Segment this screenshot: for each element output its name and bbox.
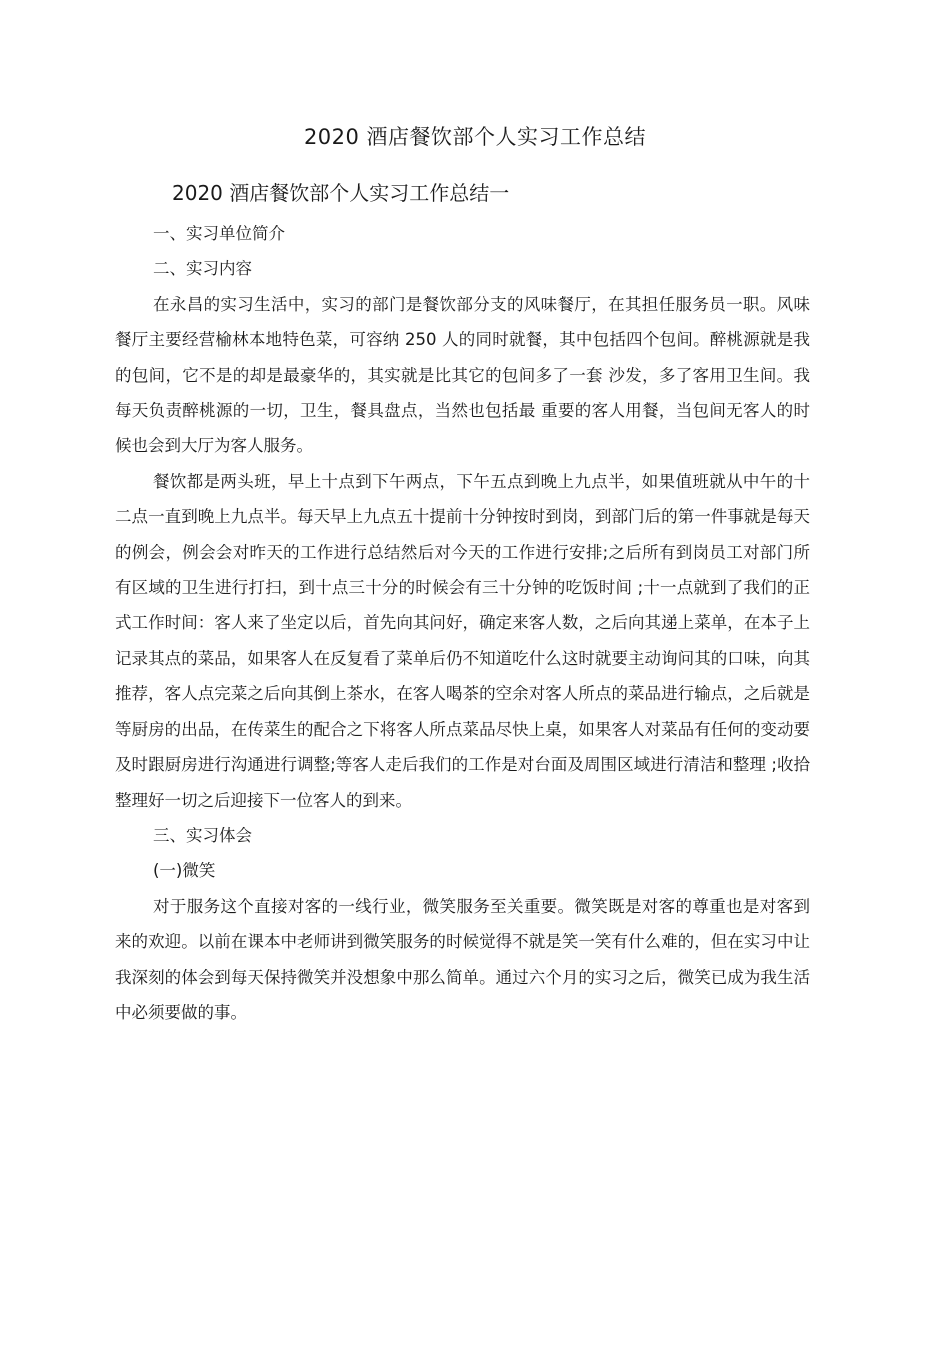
section-heading-unit-intro: 一、实习单位简介 (153, 224, 285, 243)
document-body (115, 216, 810, 1030)
subsection-heading-smile: (一)微笑 (153, 861, 216, 881)
document-subtitle: 2020 酒店餐饮部个人实习工作总结一 (172, 181, 510, 205)
section-heading-experience: 三、实习体会 (153, 825, 252, 845)
paragraph-schedule: 餐饮都是两头班，早上十点到下午两点，下午五点到晚上九点半，如果值班就从中午的十二点一直到晚上九点半。每天早上九点五十提前十分钟按时到岗，到部门后的第一件事就是每天的例会，例会会对昨天的工作进行总结然后对今天的工作进行安排;之后所有到岗员工对部门所有区域的卫生进行打扫，到十点三十分的时候会有三十分钟的吃饭时间 ;十一点就到了我们的正式工作时间：客人来了坐定以后，首先向其问好，确定来客人数，之后向其递上菜单，在本子上记录其点的菜品，如果客人在反复看了菜单后仍不知道吃什么这时就要主动询问其的口味，向其推荐，客人点完菜之后向其倒上茶水，在客人喝茶的空余对客人所点的菜品进行输点，之后就是等厨房的出品，在传菜生的配合之下将客人所点菜品尽快上桌，如果客人对菜品有任何的变动要及时跟厨房进行沟通进行调整;等客人走后我们的工作是对台面及周围区域进行清洁和整理 ;收拾整理好一切之后迎接下一位客人的到来。 (115, 471, 810, 810)
section-heading-content: 二、实习内容 (153, 259, 252, 279)
paragraph-department: 在永昌的实习生活中，实习的部门是餐饮部分支的风味餐厅，在其担任服务员一职。风味餐厅主要经营榆林本地特色菜，可容纳 250 人的同时就餐，其中包括四个包间。醉桃源就是我的包间，它不是的却是最豪华的，其实就是比其它的包间多了一套 沙发，多了客用卫生间。我每天负责醉桃源的一切，卫生，餐具盘点，当然也包括最 重要的客人用餐，当包间无客人的时候也会到大厅为客人服务。 (115, 294, 810, 456)
paragraph-smile: 对于服务这个直接对客的一线行业，微笑服务至关重要。微笑既是对客的尊重也是对客到来的欢迎。以前在课本中老师讲到微笑服务的时候觉得不就是笑一笑有什么难的，但在实习中让我深刻的体会到每天保持微笑并没想象中那么简单。通过六个月的实习之后，微笑已成为我生活中必须要做的事。 (115, 896, 810, 1022)
document-title: 2020 酒店餐饮部个人实习工作总结 (303, 125, 647, 149)
